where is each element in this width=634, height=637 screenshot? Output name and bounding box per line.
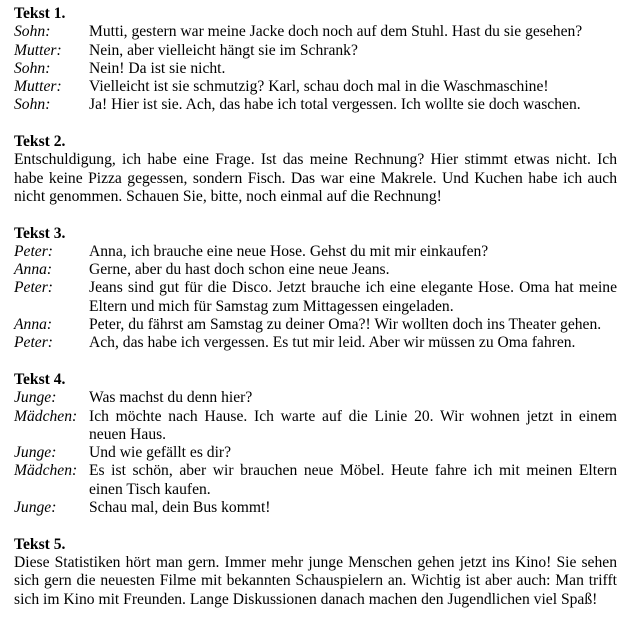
section-tekst-4 [14,371,617,517]
speech-text: Vielleicht ist sie schmutzig? Karl, schau doch mal in die Waschmaschine! [89,78,549,96]
dialogue-line [14,444,617,462]
speaker-label: Peter: [14,242,53,260]
dialogue-line [14,499,617,517]
dialogue-line [14,261,617,279]
speaker-label: Sohn: [14,59,51,77]
dialogue-line [14,408,617,445]
speaker-label: Anna: [14,261,53,279]
speaker-label: Junge: [14,444,57,462]
speaker-label: Mädchen: [14,407,78,425]
section-title: Tekst 2. [14,133,66,151]
speaker-label: Sohn: [14,23,51,41]
speech-text: Anna, ich brauche eine neue Hose. Gehst du mit mir einkaufen? [89,242,489,260]
speech-text: Gerne, aber du hast doch schon eine neue Jeans. [89,261,390,279]
speech-text: Nein, aber vielleicht hängt sie im Schrank? [89,41,358,59]
section-title: Tekst 3. [14,224,66,242]
dialogue-line [14,243,617,261]
dialogue-line [14,42,617,60]
speech-text: Ach, das habe ich vergessen. Es tut mir leid. Aber wir müssen zu Oma fahren. [89,334,576,352]
speech-text: Peter, du fährst am Samstag zu deiner Oma?! Wir wollten doch ins Theater gehen. [89,316,602,334]
section-tekst-2 [14,133,617,206]
speaker-label: Junge: [14,389,57,407]
speaker-label: Anna: [14,316,53,334]
speaker-label: Mädchen: [14,462,78,480]
speaker-label: Peter: [14,279,53,297]
dialogue-line [14,316,617,334]
dialogue-line [14,279,617,316]
speech-text: Ich möchte nach Hause. Ich warte auf die Linie 20. Wir wohnen jetzt in einem neuen Haus. [89,407,617,443]
speaker-label: Junge: [14,499,57,517]
dialogue-line [14,462,617,499]
speaker-label: Peter: [14,334,53,352]
section-tekst-1 [14,5,617,115]
section-tekst-5 [14,536,617,609]
dialogue-line [14,78,617,96]
section-tekst-3 [14,225,617,353]
speech-text: Schau mal, dein Bus kommt! [89,499,271,517]
paragraph-text: Diese Statistiken hört man gern. Immer mehr junge Menschen gehen jetzt ins Kino! Sie sehen sich gern die neuesten Filme mit bekannten Schauspielern an. Wichtig ist aber auch: Man trifft sich im Kino mit Freunden. Lange Diskussionen danach machen den Jugendlichen viel Spaß! [14,553,617,608]
section-title: Tekst 5. [14,535,66,553]
section-title: Tekst 1. [14,5,66,22]
speaker-label: Sohn: [14,96,51,114]
speech-text: Mutti, gestern war meine Jacke doch noch auf dem Stuhl. Hast du sie gesehen? [89,23,583,41]
dialogue-line [14,389,617,407]
dialogue-line [14,23,617,41]
speech-text: Nein! Da ist sie nicht. [89,59,226,77]
dialogue-line [14,96,617,114]
speech-text: Ja! Hier ist sie. Ach, das habe ich total vergessen. Ich wollte sie doch waschen. [89,96,581,114]
speech-text: Jeans sind gut für die Disco. Jetzt brauche ich eine elegante Hose. Oma hat meine Eltern und mich für Samstag zum Mittagessen eingeladen. [89,279,617,315]
speaker-label: Mutter: [14,41,62,59]
speech-text: Und wie gefällt es dir? [89,444,232,462]
section-title: Tekst 4. [14,370,66,388]
speech-text: Es ist schön, aber wir brauchen neue Möbel. Heute fahre ich mit meinen Eltern einen Tisch kaufen. [89,462,617,498]
speaker-label: Mutter: [14,78,62,96]
dialogue-line [14,60,617,78]
speech-text: Was machst du denn hier? [89,389,253,407]
dialogue-line [14,334,617,352]
document [14,5,617,609]
paragraph-text: Entschuldigung, ich habe eine Frage. Ist das meine Rechnung? Hier stimmt etwas nicht. Ich habe keine Pizza gegessen, sondern Fisch. Das war eine Makrele. Und Kuchen habe ich auch nicht genommen. Schauen Sie, bitte, noch einmal auf die Rechnung! [14,151,617,205]
